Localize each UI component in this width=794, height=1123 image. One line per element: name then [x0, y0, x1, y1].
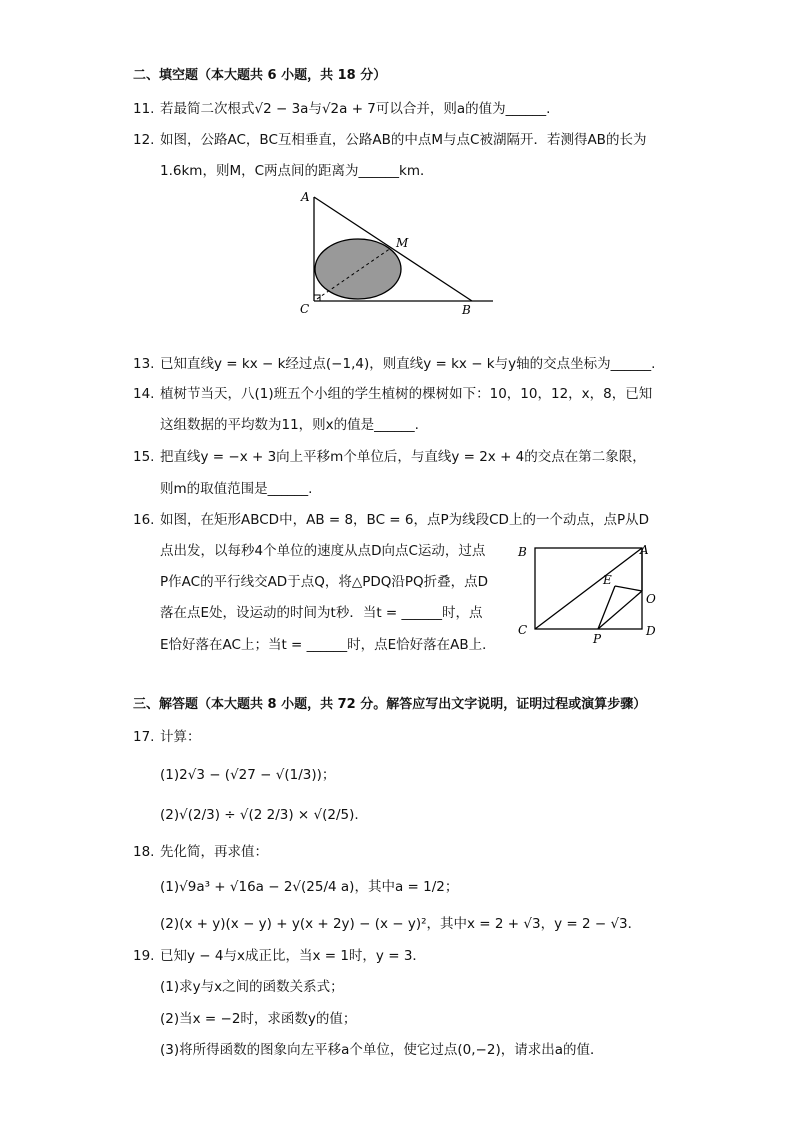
q15-number: 15. — [133, 449, 155, 465]
q12-figure — [295, 185, 500, 320]
segment-po — [598, 591, 642, 629]
label-d: D — [646, 624, 656, 638]
segment-eo — [615, 586, 642, 591]
label-b: B — [462, 303, 471, 317]
label-c: C — [518, 623, 528, 637]
label-b: B — [518, 545, 527, 559]
q12-line2: 1.6km，则M，C两点间的距离为______km． — [160, 163, 434, 179]
q17-number: 17. — [133, 729, 155, 745]
q19-stem: 已知y − 4与x成正比，当x = 1时，y = 3． — [160, 948, 426, 964]
q18-part1: (1)√9a³ + √16a − 2√(25/4 a)，其中a = 1/2； — [160, 879, 459, 895]
label-m: M — [396, 236, 409, 250]
segment-pe — [598, 586, 615, 629]
q19-part1: (1)求y与x之间的函数关系式； — [160, 979, 344, 995]
q18-stem: 先化简，再求值： — [160, 844, 268, 860]
q17-stem: 计算： — [160, 729, 201, 745]
q12-line1: 如图，公路AC，BC互相垂直，公路AB的中点M与点C被湖隔开．若测得AB的长为 — [160, 132, 647, 148]
q16-line2: 点出发，以每秒4个单位的速度从点D向点C运动，过点 — [160, 543, 486, 559]
label-a: A — [640, 543, 649, 557]
q19-part2: (2)当x = −2时，求函数y的值； — [160, 1011, 357, 1027]
section-2-title: 二、填空题（本大题共 6 小题，共 18 分） — [133, 68, 387, 83]
label-c: C — [300, 302, 310, 316]
label-a: A — [301, 190, 310, 204]
q16-number: 16. — [133, 512, 155, 528]
q16-line4: 落在点E处，设运动的时间为t秒．当t = ______时，点 — [160, 605, 483, 621]
q18-part2: (2)(x + y)(x − y) + y(x + 2y) − (x − y)²，其中x = 2 + √3，y = 2 − √3． — [160, 916, 642, 932]
q14-number: 14. — [133, 386, 155, 402]
label-e: E — [603, 573, 612, 587]
section-3-title: 三、解答题（本大题共 8 小题，共 72 分。解答应写出文字说明，证明过程或演算步骤） — [133, 697, 647, 712]
q19-number: 19. — [133, 948, 155, 964]
q14-line1: 植树节当天，八(1)班五个小组的学生植树的棵树如下：10，10，12，x，8，已知 — [160, 386, 653, 402]
label-p: P — [593, 632, 602, 646]
q14-line2: 这组数据的平均数为11，则x的值是______. — [160, 417, 419, 433]
q19-part3: (3)将所得函数的图象向左平移a个单位，使它过点(0,−2)，请求出a的值． — [160, 1042, 604, 1058]
q18-number: 18. — [133, 844, 155, 860]
q16-figure — [512, 537, 667, 649]
q15-line1: 把直线y = −x + 3向上平移m个单位后，与直线y = 2x + 4的交点在第二象限， — [160, 449, 646, 465]
q13-text: 已知直线y = kx − k经过点(−1,4)，则直线y = kx − k与y轴的交点坐标为______. — [160, 356, 656, 372]
q16-line3: P作AC的平行线交AD于点Q，将△PDQ沿PQ折叠，点D — [160, 574, 489, 590]
q15-line2: 则m的取值范围是______. — [160, 481, 313, 497]
q13-number: 13. — [133, 356, 155, 372]
q12-number: 12. — [133, 132, 155, 148]
q16-line1: 如图，在矩形ABCD中，AB = 8，BC = 6，点P为线段CD上的一个动点，点P从D — [160, 512, 649, 528]
q11-number: 11. — [133, 101, 155, 117]
q11-text: 若最简二次根式√2 − 3a与√2a + 7可以合并，则a的值为______. — [160, 101, 551, 117]
q16-line5: E恰好落在AC上；当t = ______时，点E恰好落在AB上． — [160, 637, 496, 653]
q17-part1: (1)2√3 − (√27 − √(1/3))； — [160, 767, 336, 783]
q17-part2: (2)√(2/3) ÷ √(2 2/3) × √(2/5). — [160, 807, 359, 823]
label-o: O — [646, 592, 656, 606]
lake — [315, 239, 401, 299]
